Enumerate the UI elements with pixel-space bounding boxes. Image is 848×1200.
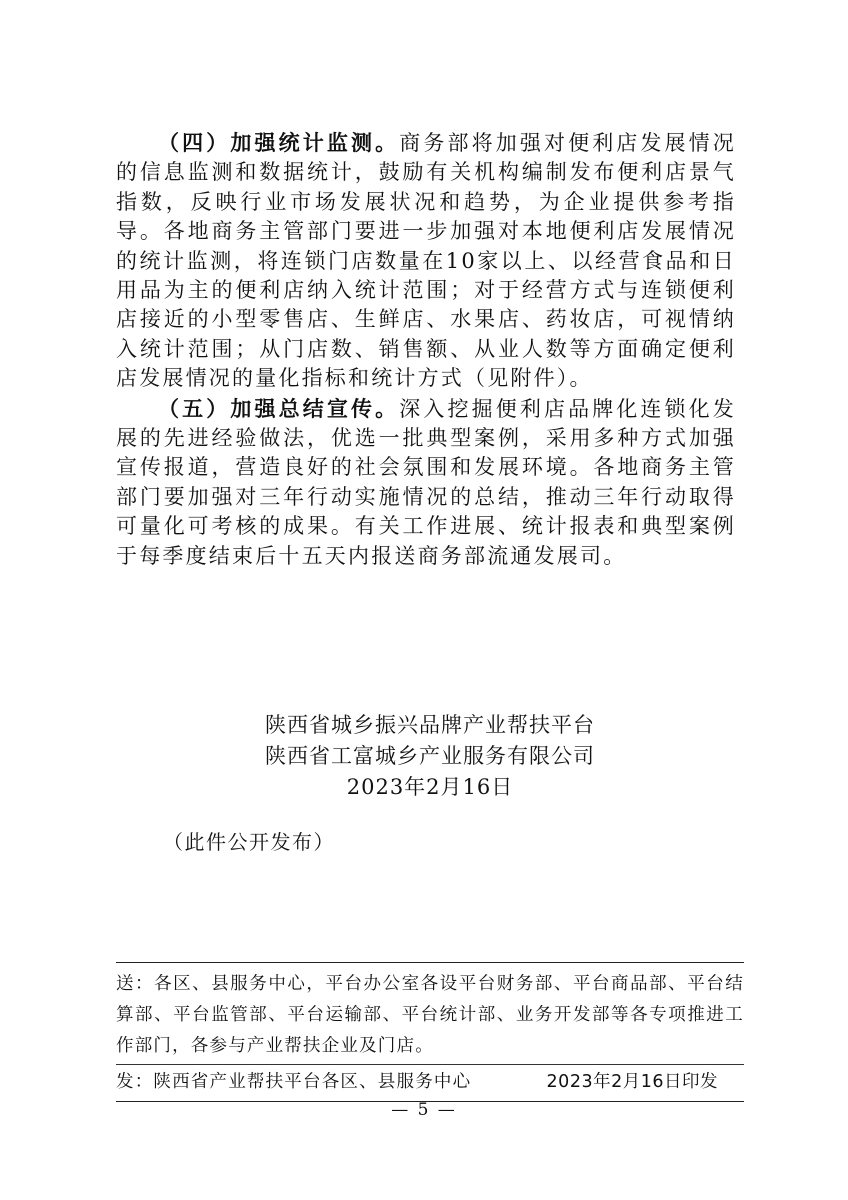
issue-line (116, 1065, 744, 1101)
signature-org-2: 陕西省工富城乡产业服务有限公司 (265, 744, 595, 768)
public-release-note: （此件公开发布） (163, 830, 335, 854)
paragraph-text: 商务部将加强对便利店发展情况的信息监测和数据统计，鼓励有关机构编制发布便利店景气指数，反映行业市场发展状况和趋势，为企业提供参考指导。各地商务主管部门要进一步加强对本地便利店发展情况的统计监测，将连锁门店数量在10家以上、以经营食品和日用品为主的便利店纳入统计范围；对于经营方式与连锁便利店接近的小型零售店、生鲜店、水果店、药妆店，可视情纳入统计范围；从门店数、销售额、从业人数等方面确定便利店发展情况的量化指标和统计方式（见附件）。 (116, 131, 736, 391)
paragraph-lead: （五）加强总结宣传。 (158, 395, 400, 421)
signature-org-1: 陕西省城乡振兴品牌产业帮扶平台 (265, 713, 595, 737)
signature-block (200, 710, 660, 803)
paragraph-lead: （四）加强统计监测。 (158, 130, 400, 155)
issuer: 发：陕西省产业帮扶平台各区、县服务中心 (116, 1072, 472, 1092)
page-number: — 5 — (391, 1100, 457, 1120)
distribution-footer (116, 962, 744, 1102)
signature-date: 2023年2月16日 (346, 775, 514, 799)
body-text (116, 128, 736, 571)
print-date: 2023年2月16日印发 (546, 1072, 718, 1092)
paragraph-statistics-monitoring (116, 128, 736, 394)
paragraph-text: 深入挖掘便利店品牌化连锁化发展的先进经验做法，优选一批典型案例，采用多种方式加强宣传报道，营造良好的社会氛围和发展环境。各地商务主管部门要加强对三年行动实施情况的总结，推动三年行动取得可量化可考核的成果。有关工作进展、统计报表和典型案例于每季度结束后十五天内报送商务部流通发展司。 (116, 396, 736, 568)
send-to-list: 送：各区、县服务中心，平台办公室各设平台财务部、平台商品部、平台结算部、平台监管部、平台运输部、平台统计部、业务开发部等各专项推进工作部门，各参与产业帮扶企业及门店。 (116, 974, 744, 1056)
paragraph-summary-publicity (116, 394, 736, 571)
